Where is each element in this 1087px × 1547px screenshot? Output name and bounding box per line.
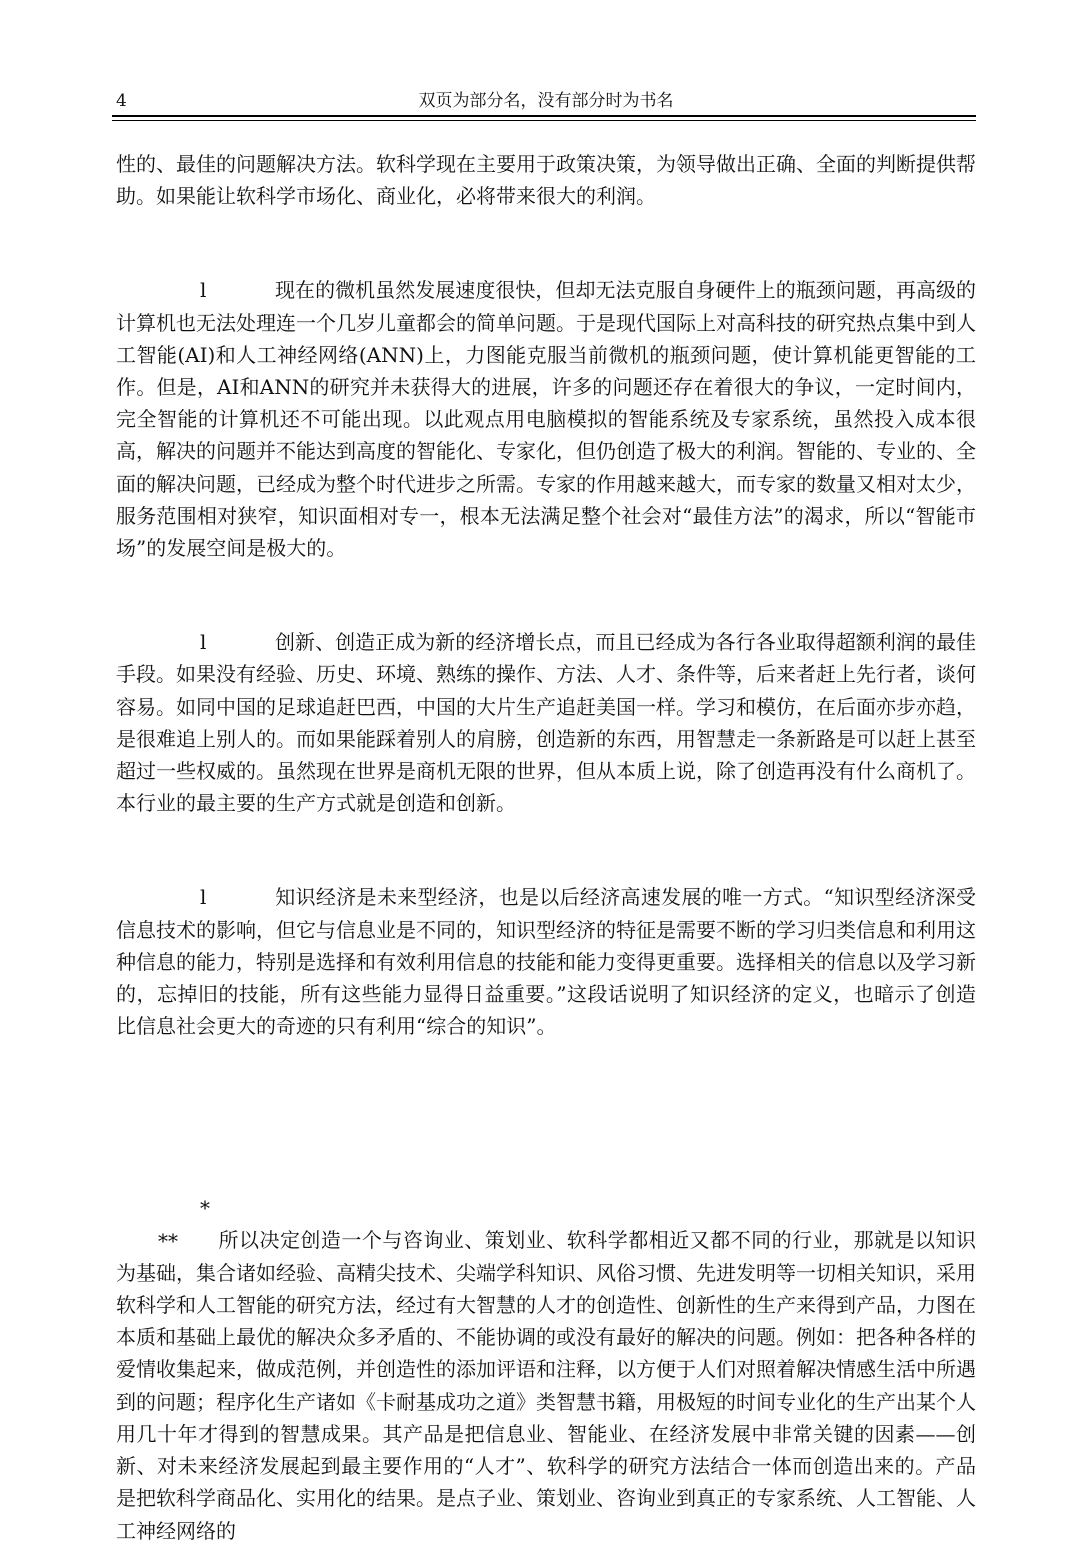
page-header bbox=[116, 90, 976, 112]
paragraph-text: 创新、创造正成为新的经济增长点，而且已经成为各行各业取得超额利润的最佳手段。如果没有经验、历史、环境、熟练的操作、方法、人才、条件等，后来者赶上先行者，谈何容易。如同中国的足球追赶巴西，中国的大片生产追赶美国一样。学习和模仿，在后面亦步亦趋，是很难追上别人的。而如果能踩着别人的肩膀，创造新的东西，用智慧走一条新路是可以赶上甚至超过一些权威的。虽然现在世界是商机无限的世界，但从本质上说，除了创造再没有什么商机了。本行业的最主要的生产方式就是创造和创新。 bbox=[116, 630, 976, 816]
paragraph-text: 所以决定创造一个与咨询业、策划业、软科学都相近又都不同的行业，那就是以知识为基础，集合诸如经验、高精尖技术、尖端学科知识、风俗习惯、先进发明等一切相关知识，采用软科学和人工智能的研究方法，经过有大智慧的人才的创造性、创新性的生产来得到产品，力图在本质和基础上最优的解决众多矛盾的、不能协调的或没有最好的解决的问题。例如：把各种各样的爱情收集起来，做成范例，并创造性的添加评语和注释，以方便于人们对照着解决情感生活中所遇到的问题；程序化生产诸如《卡耐基成功之道》类智慧书籍，用极短的时间专业化的生产出某个人用几十年才得到的智慧成果。其产品是把信息业、智能业、在经济发展中非常关键的因素——创新、对未来经济发展起到最主要作用的“人才”、软科学的研究方法结合一体而创造出来的。产品是把软科学商品化、实用化的结果。是点子业、策划业、咨询业到真正的专家系统、人工智能、人工神经网络的 bbox=[116, 1228, 976, 1543]
bullet-marker: l bbox=[200, 885, 207, 910]
paragraph bbox=[116, 148, 976, 212]
paragraph-text: 性的、最佳的问题解决方法。软科学现在主要用于政策决策，为领导做出正确、全面的判断提供帮助。如果能让软科学市场化、商业化，必将带来很大的利润。 bbox=[116, 152, 976, 209]
body-text bbox=[116, 148, 976, 1547]
header-rule-thin bbox=[112, 120, 976, 121]
bullet-marker: l bbox=[200, 630, 207, 655]
bullet-paragraph bbox=[116, 881, 976, 1042]
bullet-paragraph bbox=[116, 1192, 976, 1546]
bullet-paragraph bbox=[116, 626, 976, 819]
bullet-marker: l bbox=[200, 278, 207, 303]
paragraph-gap bbox=[116, 1042, 976, 1192]
bullet-paragraph bbox=[116, 274, 976, 564]
paragraph-gap bbox=[116, 819, 976, 881]
asterisk-marker: *** bbox=[158, 1196, 210, 1253]
paragraph-gap bbox=[116, 212, 976, 274]
running-title: 双页为部分名，没有部分时为书名 bbox=[418, 91, 674, 111]
paragraph-gap bbox=[116, 564, 976, 626]
paragraph-text: 知识经济是未来型经济，也是以后经济高速发展的唯一方式。“知识型经济深受信息技术的影响，但它与信息业是不同的，知识型经济的特征是需要不断的学习归类信息和利用这种信息的能力，特别是选择和有效利用信息的技能和能力变得更重要。选择相关的信息以及学习新的，忘掉旧的技能，所有这些能力显得日益重要。”这段话说明了知识经济的定义，也暗示了创造比信息社会更大的奇迹的只有利用“综合的知识”。 bbox=[116, 885, 976, 1039]
page-number: 4 bbox=[116, 91, 127, 111]
header-rule-thick bbox=[112, 115, 976, 117]
paragraph-text: 现在的微机虽然发展速度很快，但却无法克服自身硬件上的瓶颈问题，再高级的计算机也无法处理连一个几岁儿童都会的简单问题。于是现代国际上对高科技的研究热点集中到人工智能(AI)和人工神经网络(ANN)上，力图能克服当前微机的瓶颈问题，使计算机能更智能的工作。但是，AI和ANN的研究并未获得大的进展，许多的问题还存在着很大的争议，一定时间内，完全智能的计算机还不可能出现。以此观点用电脑模拟的智能系统及专家系统，虽然投入成本很高，解决的问题并不能达到高度的智能化、专家化，但仍创造了极大的利润。智能的、专业的、全面的解决问题，已经成为整个时代进步之所需。专家的作用越来越大，而专家的数量又相对太少，服务范围相对狭窄，知识面相对专一，根本无法满足整个社会对“最佳方法”的渴求，所以“智能市场”的发展空间是极大的。 bbox=[116, 278, 976, 561]
